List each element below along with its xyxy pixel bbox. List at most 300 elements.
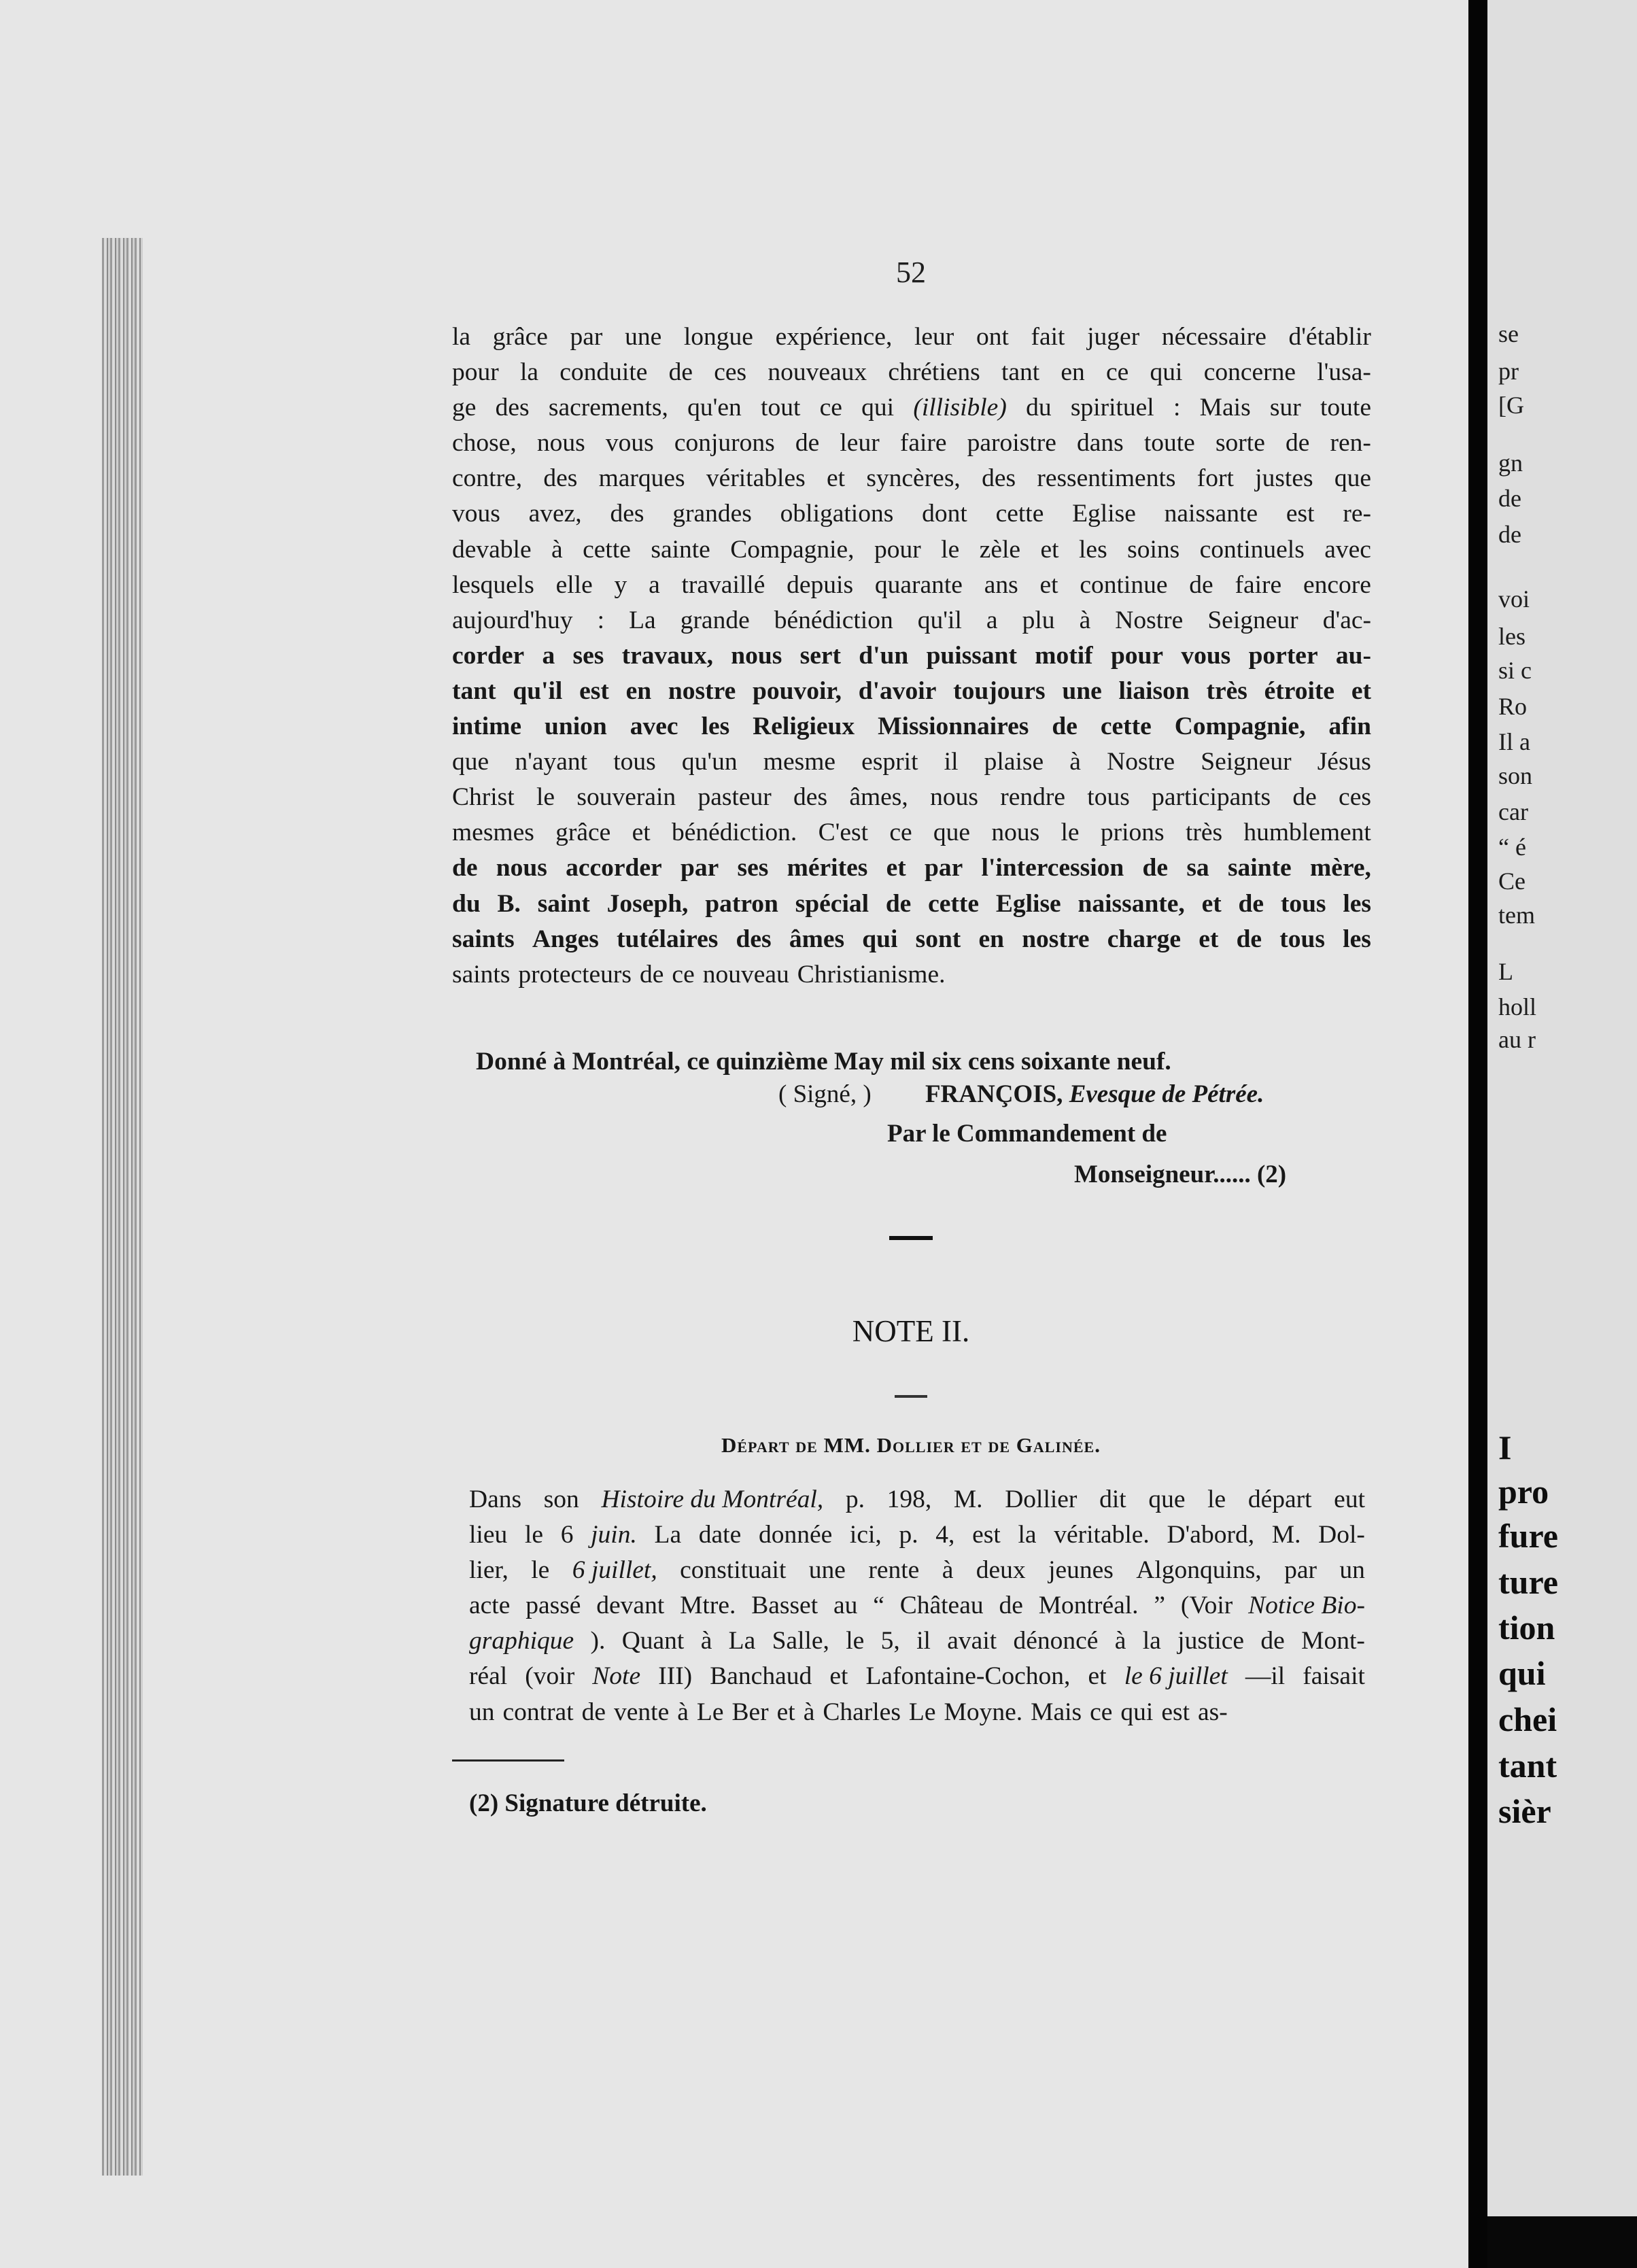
word: 4, <box>935 1521 955 1549</box>
facing-fragment: car <box>1498 798 1528 825</box>
main-body-line <box>452 426 1371 461</box>
word: Eglise <box>1072 500 1136 528</box>
word: Eglise <box>995 889 1061 918</box>
word: à <box>1079 606 1091 634</box>
facing-fragment: de <box>1498 485 1521 512</box>
word: eut <box>1334 1485 1365 1513</box>
facing-fragment: Il a <box>1498 728 1530 755</box>
word: quarante <box>874 570 963 599</box>
word: 5, <box>880 1627 900 1655</box>
word: de <box>452 854 478 882</box>
word: le <box>531 1556 550 1585</box>
word: au- <box>1335 641 1371 670</box>
word: re- <box>1343 500 1371 528</box>
word: elle <box>555 570 593 599</box>
word: Charles <box>823 1698 901 1726</box>
word: sorte <box>1215 429 1265 458</box>
word: un <box>1339 1556 1365 1585</box>
main-body-line <box>452 568 1371 603</box>
word: zèle <box>979 535 1021 564</box>
main-body-line <box>452 461 1371 496</box>
word: de <box>1142 854 1169 882</box>
word: de <box>1189 570 1213 599</box>
word: nostre <box>1022 925 1090 953</box>
facing-fragment: si c <box>1498 657 1532 684</box>
word: Moyne. <box>944 1698 1023 1726</box>
word: et <box>826 464 846 493</box>
facing-fragment: au r <box>1498 1026 1536 1053</box>
word: Christianisme. <box>797 960 946 989</box>
word: Anges <box>532 925 599 953</box>
word: tous <box>1087 783 1130 812</box>
facing-fragment: Ro <box>1498 693 1528 720</box>
word: travaux, <box>621 641 713 670</box>
word: Seigneur <box>1207 606 1298 634</box>
word: ce <box>819 394 842 422</box>
word: Compagnie, <box>730 535 855 564</box>
word: de <box>795 429 820 458</box>
word: Religieux <box>753 712 855 741</box>
word: âmes, <box>849 783 908 812</box>
word: le <box>941 535 960 564</box>
word: par <box>570 323 603 351</box>
word: Christ <box>452 783 515 812</box>
word: que <box>1148 1485 1186 1513</box>
main-body-line <box>452 355 1371 390</box>
italic-phrase: Histoire du Montréal, <box>601 1485 824 1513</box>
word: de <box>640 960 664 989</box>
word: grande <box>680 606 750 634</box>
facing-fragment-large: fure <box>1498 1517 1558 1555</box>
word: La <box>728 1627 756 1655</box>
note-subheading: Départ de MM. Dollier et de Galinée. <box>721 1433 1101 1457</box>
section-rule <box>889 1236 933 1240</box>
word: fort <box>1196 464 1234 493</box>
word: mère, <box>1309 854 1371 882</box>
word: nous <box>731 641 782 670</box>
word: âmes <box>789 925 845 953</box>
word: ). <box>590 1627 606 1655</box>
word: cette <box>1100 712 1152 741</box>
main-body-line <box>452 744 1371 780</box>
word: par <box>680 854 719 882</box>
word: a <box>542 641 555 670</box>
word: des <box>495 394 530 422</box>
word: de <box>1236 925 1262 953</box>
signer-title: Evesque de Pétrée. <box>1069 1080 1264 1108</box>
word: lieu <box>469 1521 508 1549</box>
word: continuels <box>1199 535 1305 564</box>
facing-fragment-large: pro <box>1498 1473 1549 1511</box>
word: chose, <box>452 429 517 458</box>
word: corder <box>452 641 525 670</box>
word: faire <box>1235 570 1282 599</box>
word: dénoncé <box>1013 1627 1099 1655</box>
word: plu <box>1022 606 1055 634</box>
word: Ber <box>731 1698 769 1726</box>
word: toujours <box>953 676 1046 705</box>
word: bénédiction. <box>671 819 797 847</box>
word: d'ac- <box>1322 606 1371 634</box>
word: Château <box>899 1592 984 1620</box>
page-edges <box>102 238 143 2176</box>
word: Dollier <box>1005 1485 1078 1513</box>
word: le <box>524 1521 543 1549</box>
word: de <box>885 889 912 918</box>
word: à <box>677 1698 689 1726</box>
word: fait <box>1031 323 1065 351</box>
word: dans <box>1076 429 1124 458</box>
word: protecteurs <box>518 960 632 989</box>
word: pour <box>874 535 921 564</box>
word: Salle, <box>772 1627 829 1655</box>
word: afin <box>1328 712 1371 741</box>
word: humblement <box>1243 819 1371 847</box>
word: et <box>886 854 906 882</box>
facing-fragment: voi <box>1498 585 1530 613</box>
word: nous <box>991 819 1040 847</box>
word: tant <box>1001 358 1040 387</box>
word: plaise <box>984 748 1044 776</box>
word: lesquels <box>452 570 534 599</box>
word: ce <box>1106 358 1129 387</box>
word: des <box>793 783 828 812</box>
word: donnée <box>758 1521 833 1549</box>
word: justice <box>1177 1627 1245 1655</box>
word: des <box>610 500 644 528</box>
word: l'usa- <box>1317 358 1371 387</box>
facing-fragment: les <box>1498 623 1526 650</box>
word: d'un <box>859 641 909 670</box>
word: continue <box>1080 570 1168 599</box>
word: sont <box>915 925 961 953</box>
word: nous <box>496 854 547 882</box>
word: et <box>1199 925 1219 953</box>
word: B. <box>497 889 521 918</box>
word: sa <box>1186 854 1209 882</box>
word: de <box>668 358 693 387</box>
word: Nostre <box>1107 748 1175 776</box>
word: nous <box>536 429 585 458</box>
word: nouveau <box>702 960 789 989</box>
word: nouveaux <box>768 358 867 387</box>
word: de <box>1260 1627 1285 1655</box>
word: en <box>1061 358 1085 387</box>
word: souverain <box>576 783 676 812</box>
word: concerne <box>1203 358 1296 387</box>
word: Joseph, <box>606 889 689 918</box>
dated-text: Donné à Montréal, ce quinzième May mil six cens soixante neuf. <box>476 1048 1171 1076</box>
word: des <box>982 464 1016 493</box>
word: nécessaire <box>1161 323 1266 351</box>
word: vous <box>452 500 500 528</box>
word: de <box>1292 783 1317 812</box>
word: Dol- <box>1318 1521 1365 1549</box>
word: Compagnie, <box>1174 712 1306 741</box>
word: justes <box>1255 464 1313 493</box>
facing-fragment-large: sièr <box>1498 1792 1551 1830</box>
word: ren- <box>1330 429 1371 458</box>
facing-fragment-large: chei <box>1498 1700 1557 1738</box>
facing-fragment: [G <box>1498 392 1524 419</box>
word: tous <box>613 748 656 776</box>
word: 6 <box>560 1521 574 1549</box>
word: “ <box>873 1592 884 1620</box>
word: de <box>1238 889 1264 918</box>
word: une <box>625 323 662 351</box>
facing-fragment-large: tant <box>1498 1747 1557 1785</box>
word: accorder <box>566 854 662 882</box>
word: la <box>1018 1521 1037 1549</box>
word: ans <box>984 570 1018 599</box>
word: qu'un <box>681 748 738 776</box>
word: les <box>1343 925 1371 953</box>
word: étroite <box>1264 676 1335 705</box>
word: qui <box>1150 358 1183 387</box>
word: d'avoir <box>858 676 937 705</box>
word: du <box>1026 394 1052 422</box>
word: conjurons <box>674 429 775 458</box>
italic-phrase: Notice Bio- <box>1248 1592 1365 1620</box>
word: La <box>654 1521 682 1549</box>
word: tant <box>452 676 496 705</box>
word: qui <box>1120 1698 1154 1726</box>
word: très <box>1185 819 1223 847</box>
word: des <box>736 925 772 953</box>
word: pour <box>1110 641 1164 670</box>
note-body-line <box>469 1659 1365 1694</box>
word: ses <box>572 641 604 670</box>
main-body-line <box>452 320 1371 355</box>
word: juger <box>1087 323 1140 351</box>
word: aujourd'huy <box>452 606 573 634</box>
word: encore <box>1303 570 1371 599</box>
word: est <box>972 1521 1001 1549</box>
word: que <box>1334 464 1371 493</box>
word: paroistre <box>967 429 1056 458</box>
word: bénédiction <box>774 606 893 634</box>
word: spirituel <box>1070 394 1154 422</box>
word: avec <box>630 712 678 741</box>
word: tout <box>761 394 801 422</box>
word: Basset <box>751 1592 818 1620</box>
word: du <box>452 889 481 918</box>
word: union <box>545 712 607 741</box>
word: p. <box>899 1521 918 1549</box>
signer-name: FRANÇOIS, <box>925 1080 1063 1108</box>
word: sert <box>799 641 841 670</box>
word: Nostre <box>1115 606 1184 634</box>
word: Le <box>908 1698 936 1726</box>
word: ces <box>1339 783 1371 812</box>
main-body-line <box>452 638 1371 674</box>
word: dont <box>922 500 967 528</box>
word: leur <box>914 323 954 351</box>
facing-fragment-large: ture <box>1498 1563 1558 1601</box>
word: rendre <box>1000 783 1065 812</box>
word: sur <box>1269 394 1301 422</box>
by-order-line-2: Monseigneur...... (2) <box>1074 1161 1287 1188</box>
word: as- <box>1198 1698 1228 1726</box>
word: son <box>543 1485 579 1513</box>
word: D'abord, <box>1167 1521 1255 1549</box>
word: Montréal. <box>1038 1592 1139 1620</box>
facing-fragment: son <box>1498 762 1533 789</box>
word: III) <box>658 1662 693 1691</box>
word: à <box>942 1556 954 1585</box>
word: à <box>700 1627 712 1655</box>
word: cette <box>583 535 631 564</box>
word: qu'il <box>513 676 563 705</box>
word: leur <box>840 429 880 458</box>
word: cette <box>928 889 980 918</box>
page-number: 52 <box>896 256 926 289</box>
word: vous <box>605 429 654 458</box>
word: Jésus <box>1317 748 1371 776</box>
word: tutélaires <box>617 925 719 953</box>
word: a <box>986 606 998 634</box>
word: à <box>803 1698 815 1726</box>
word: pasteur <box>697 783 772 812</box>
main-body-line <box>452 957 1371 993</box>
facing-fragment: Ce <box>1498 867 1526 895</box>
word: prions <box>1100 819 1165 847</box>
word: les <box>1079 535 1107 564</box>
facing-fragment: holl <box>1498 993 1537 1020</box>
word: que <box>452 748 489 776</box>
facing-fragment: pr <box>1498 358 1519 385</box>
word: obligations <box>780 500 894 528</box>
word: a <box>649 570 660 599</box>
word: de <box>1052 712 1078 741</box>
word: n'ayant <box>515 748 588 776</box>
word: il <box>916 1627 931 1655</box>
word: esprit <box>861 748 918 776</box>
word: Lafontaine-Cochon, <box>865 1662 1071 1691</box>
word: Mais <box>1199 394 1251 422</box>
word: qui <box>861 394 895 422</box>
word: toute <box>1320 394 1371 422</box>
word: faisait <box>1303 1662 1365 1691</box>
dated-line <box>476 1044 1360 1080</box>
word: et <box>632 819 651 847</box>
word: sacrements, <box>548 394 668 422</box>
word: devable <box>452 535 532 564</box>
word: Dans <box>469 1485 522 1513</box>
word: expérience, <box>775 323 893 351</box>
title-rule <box>895 1395 927 1398</box>
word: (Voir <box>1180 1592 1233 1620</box>
word: Mtre. <box>680 1592 736 1620</box>
word: de <box>581 1698 606 1726</box>
word: Algonquins, <box>1136 1556 1262 1585</box>
facing-page <box>1487 0 1637 2216</box>
word: faire <box>899 429 947 458</box>
word: deux <box>976 1556 1026 1585</box>
word: marques <box>598 464 685 493</box>
main-body-line <box>452 496 1371 532</box>
word: depuis <box>787 570 854 599</box>
word: et <box>1351 676 1371 705</box>
facing-fragment: tem <box>1498 901 1535 929</box>
word: passé <box>525 1592 581 1620</box>
word: est <box>579 676 609 705</box>
word: et <box>1039 570 1058 599</box>
facing-fragment: gn <box>1498 449 1523 477</box>
word: (voir <box>525 1662 575 1691</box>
word: grâce <box>492 323 548 351</box>
note-title: NOTE II. <box>852 1314 970 1348</box>
word: que <box>933 819 971 847</box>
word: naissante, <box>1078 889 1185 918</box>
word: constituait <box>680 1556 787 1585</box>
word: charge <box>1107 925 1182 953</box>
word: ressentiments <box>1037 464 1176 493</box>
word: et <box>1088 1662 1107 1691</box>
word: nous <box>930 783 978 812</box>
word: la <box>519 358 539 387</box>
word: mesmes <box>452 819 534 847</box>
note-text <box>469 1482 1365 1730</box>
word: pouvoir, <box>753 676 842 705</box>
word: une <box>808 1556 846 1585</box>
word: saints <box>452 960 511 989</box>
facing-fragment-large: qui <box>1498 1654 1546 1692</box>
footnote-rule <box>452 1759 564 1762</box>
facing-fragment: se <box>1498 320 1519 347</box>
main-body-line <box>452 674 1371 709</box>
word: la <box>1142 1627 1161 1655</box>
word: longue <box>683 323 753 351</box>
word: Quant <box>621 1627 685 1655</box>
word: jeunes <box>1048 1556 1114 1585</box>
word: mesme <box>763 748 836 776</box>
main-body-line <box>452 850 1371 886</box>
signed-label: ( Signé, ) <box>778 1080 872 1108</box>
word: en <box>625 676 652 705</box>
main-text <box>452 320 1371 993</box>
italic-phrase: juin. <box>591 1521 637 1549</box>
word: liaison <box>1118 676 1190 705</box>
facing-fragment-large: tion <box>1498 1609 1555 1647</box>
word: d'établir <box>1288 323 1371 351</box>
word: pour <box>452 358 499 387</box>
word: au <box>833 1592 858 1620</box>
main-body-line <box>452 887 1371 922</box>
word: qu'il <box>917 606 962 634</box>
word: y <box>614 570 627 599</box>
word: patron <box>705 889 778 918</box>
word: p. <box>845 1485 865 1513</box>
main-body-line <box>452 390 1371 426</box>
word: intime <box>452 712 522 741</box>
italic-phrase: le 6 juillet <box>1124 1662 1228 1691</box>
word: le <box>536 783 555 812</box>
word: toute <box>1143 429 1195 458</box>
italic-phrase: graphique <box>469 1627 574 1655</box>
note-body-line <box>469 1517 1365 1553</box>
italic-phrase: 6 juillet, <box>572 1556 657 1585</box>
word: acte <box>469 1592 511 1620</box>
word: très <box>1206 676 1247 705</box>
word: un <box>469 1698 495 1726</box>
word: tous <box>1279 925 1325 953</box>
word: : <box>1173 394 1181 422</box>
word: vente <box>614 1698 670 1726</box>
by-order-line-1: Par le Commandement de <box>887 1120 1167 1148</box>
word: avait <box>947 1627 997 1655</box>
word: l'intercession <box>981 854 1124 882</box>
